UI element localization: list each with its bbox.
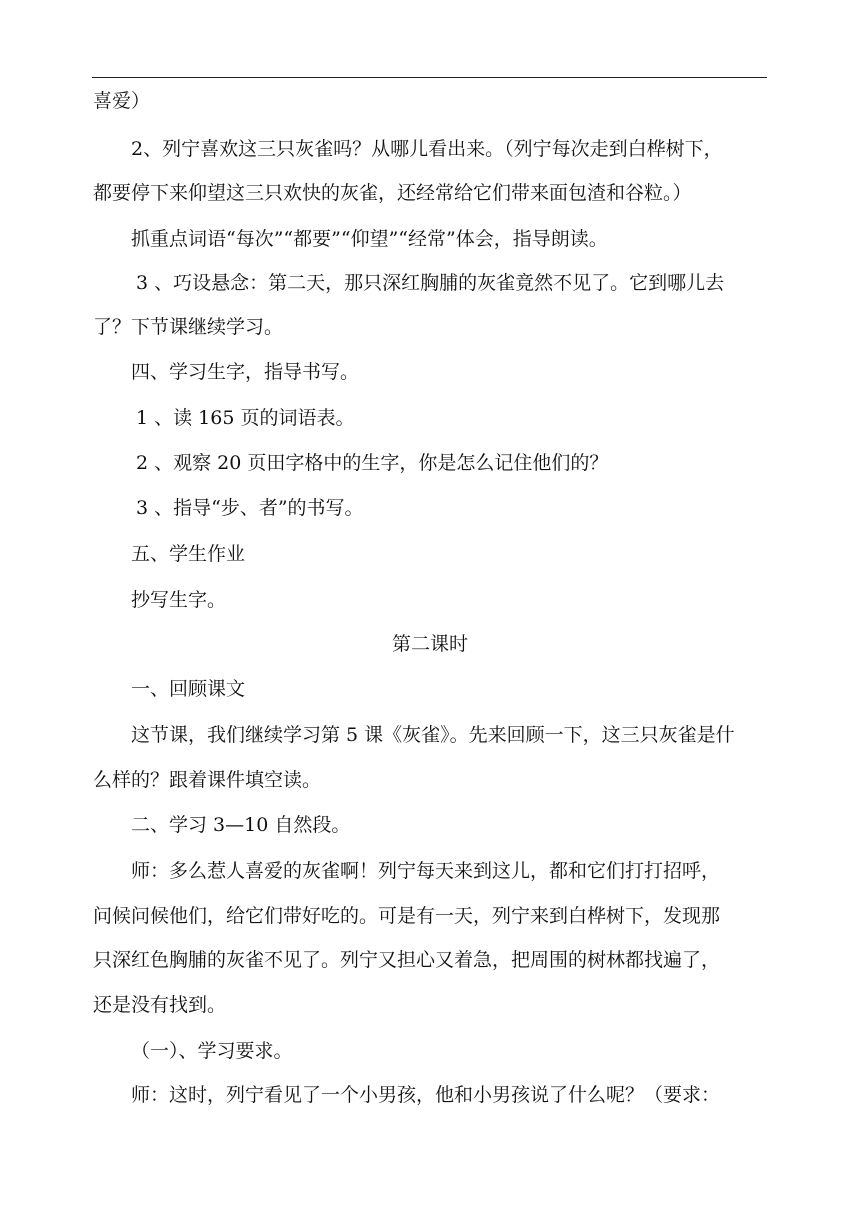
paragraph-line: 么样的？跟着课件填空读。 (93, 769, 322, 791)
paragraph-line: 师：多么惹人喜爱的灰雀啊！列宁每天来到这儿，都和它们打打招呼， (131, 860, 721, 882)
heading-line: 二、学习 3—10 自然段。 (131, 814, 351, 836)
heading-line: 一、回顾课文 (131, 678, 246, 700)
paragraph-line: 2、列宁喜欢这三只灰雀吗？从哪儿看出来。（列宁每次走到白桦树下， (131, 138, 723, 160)
paragraph-line: 这节课，我们继续学习第 5 课《灰雀》。先来回顾一下，这三只灰雀是什 (131, 724, 735, 746)
paragraph-line: 抄写生字。 (131, 589, 227, 611)
paragraph-line: 问候问候他们，给它们带好吃的。可是有一天，列宁来到白桦树下，发现那 (93, 905, 721, 927)
paragraph-line: 3 、指导“步、者”的书写。 (136, 497, 364, 519)
paragraph-line: 1 、读 165 页的词语表。 (136, 407, 355, 429)
header-rule (92, 77, 767, 78)
paragraph-line: 了？下节课继续学习。 (93, 316, 284, 338)
section-title: 第二课时 (391, 633, 468, 655)
paragraph-line: 抓重点词语“每次”“都要”“仰望”“经常”体会，指导朗读。 (131, 228, 608, 250)
heading-line: 五、学生作业 (131, 543, 246, 565)
paragraph-line: 2 、观察 20 页田字格中的生字，你是怎么记住他们的？ (136, 452, 609, 474)
paragraph-line: 都要停下来仰望这三只欢快的灰雀，还经常给它们带来面包渣和谷粒。） (93, 182, 692, 204)
paragraph-line: 还是没有找到。 (93, 994, 227, 1016)
paragraph-line: 3 、巧设悬念：第二天，那只深红胸脯的灰雀竟然不见了。它到哪儿去 (136, 272, 725, 294)
paragraph-line: 喜爱） (93, 90, 151, 112)
paragraph-line: 只深红色胸脯的灰雀不见了。列宁又担心又着急，把周围的树林都找遍了， (93, 949, 721, 971)
heading-line: 四、学习生字，指导书写。 (131, 361, 360, 383)
heading-line: （一）、学习要求。 (131, 1040, 293, 1062)
paragraph-line: 师：这时，列宁看见了一个小男孩，他和小男孩说了什么呢？（要求： (131, 1084, 721, 1106)
